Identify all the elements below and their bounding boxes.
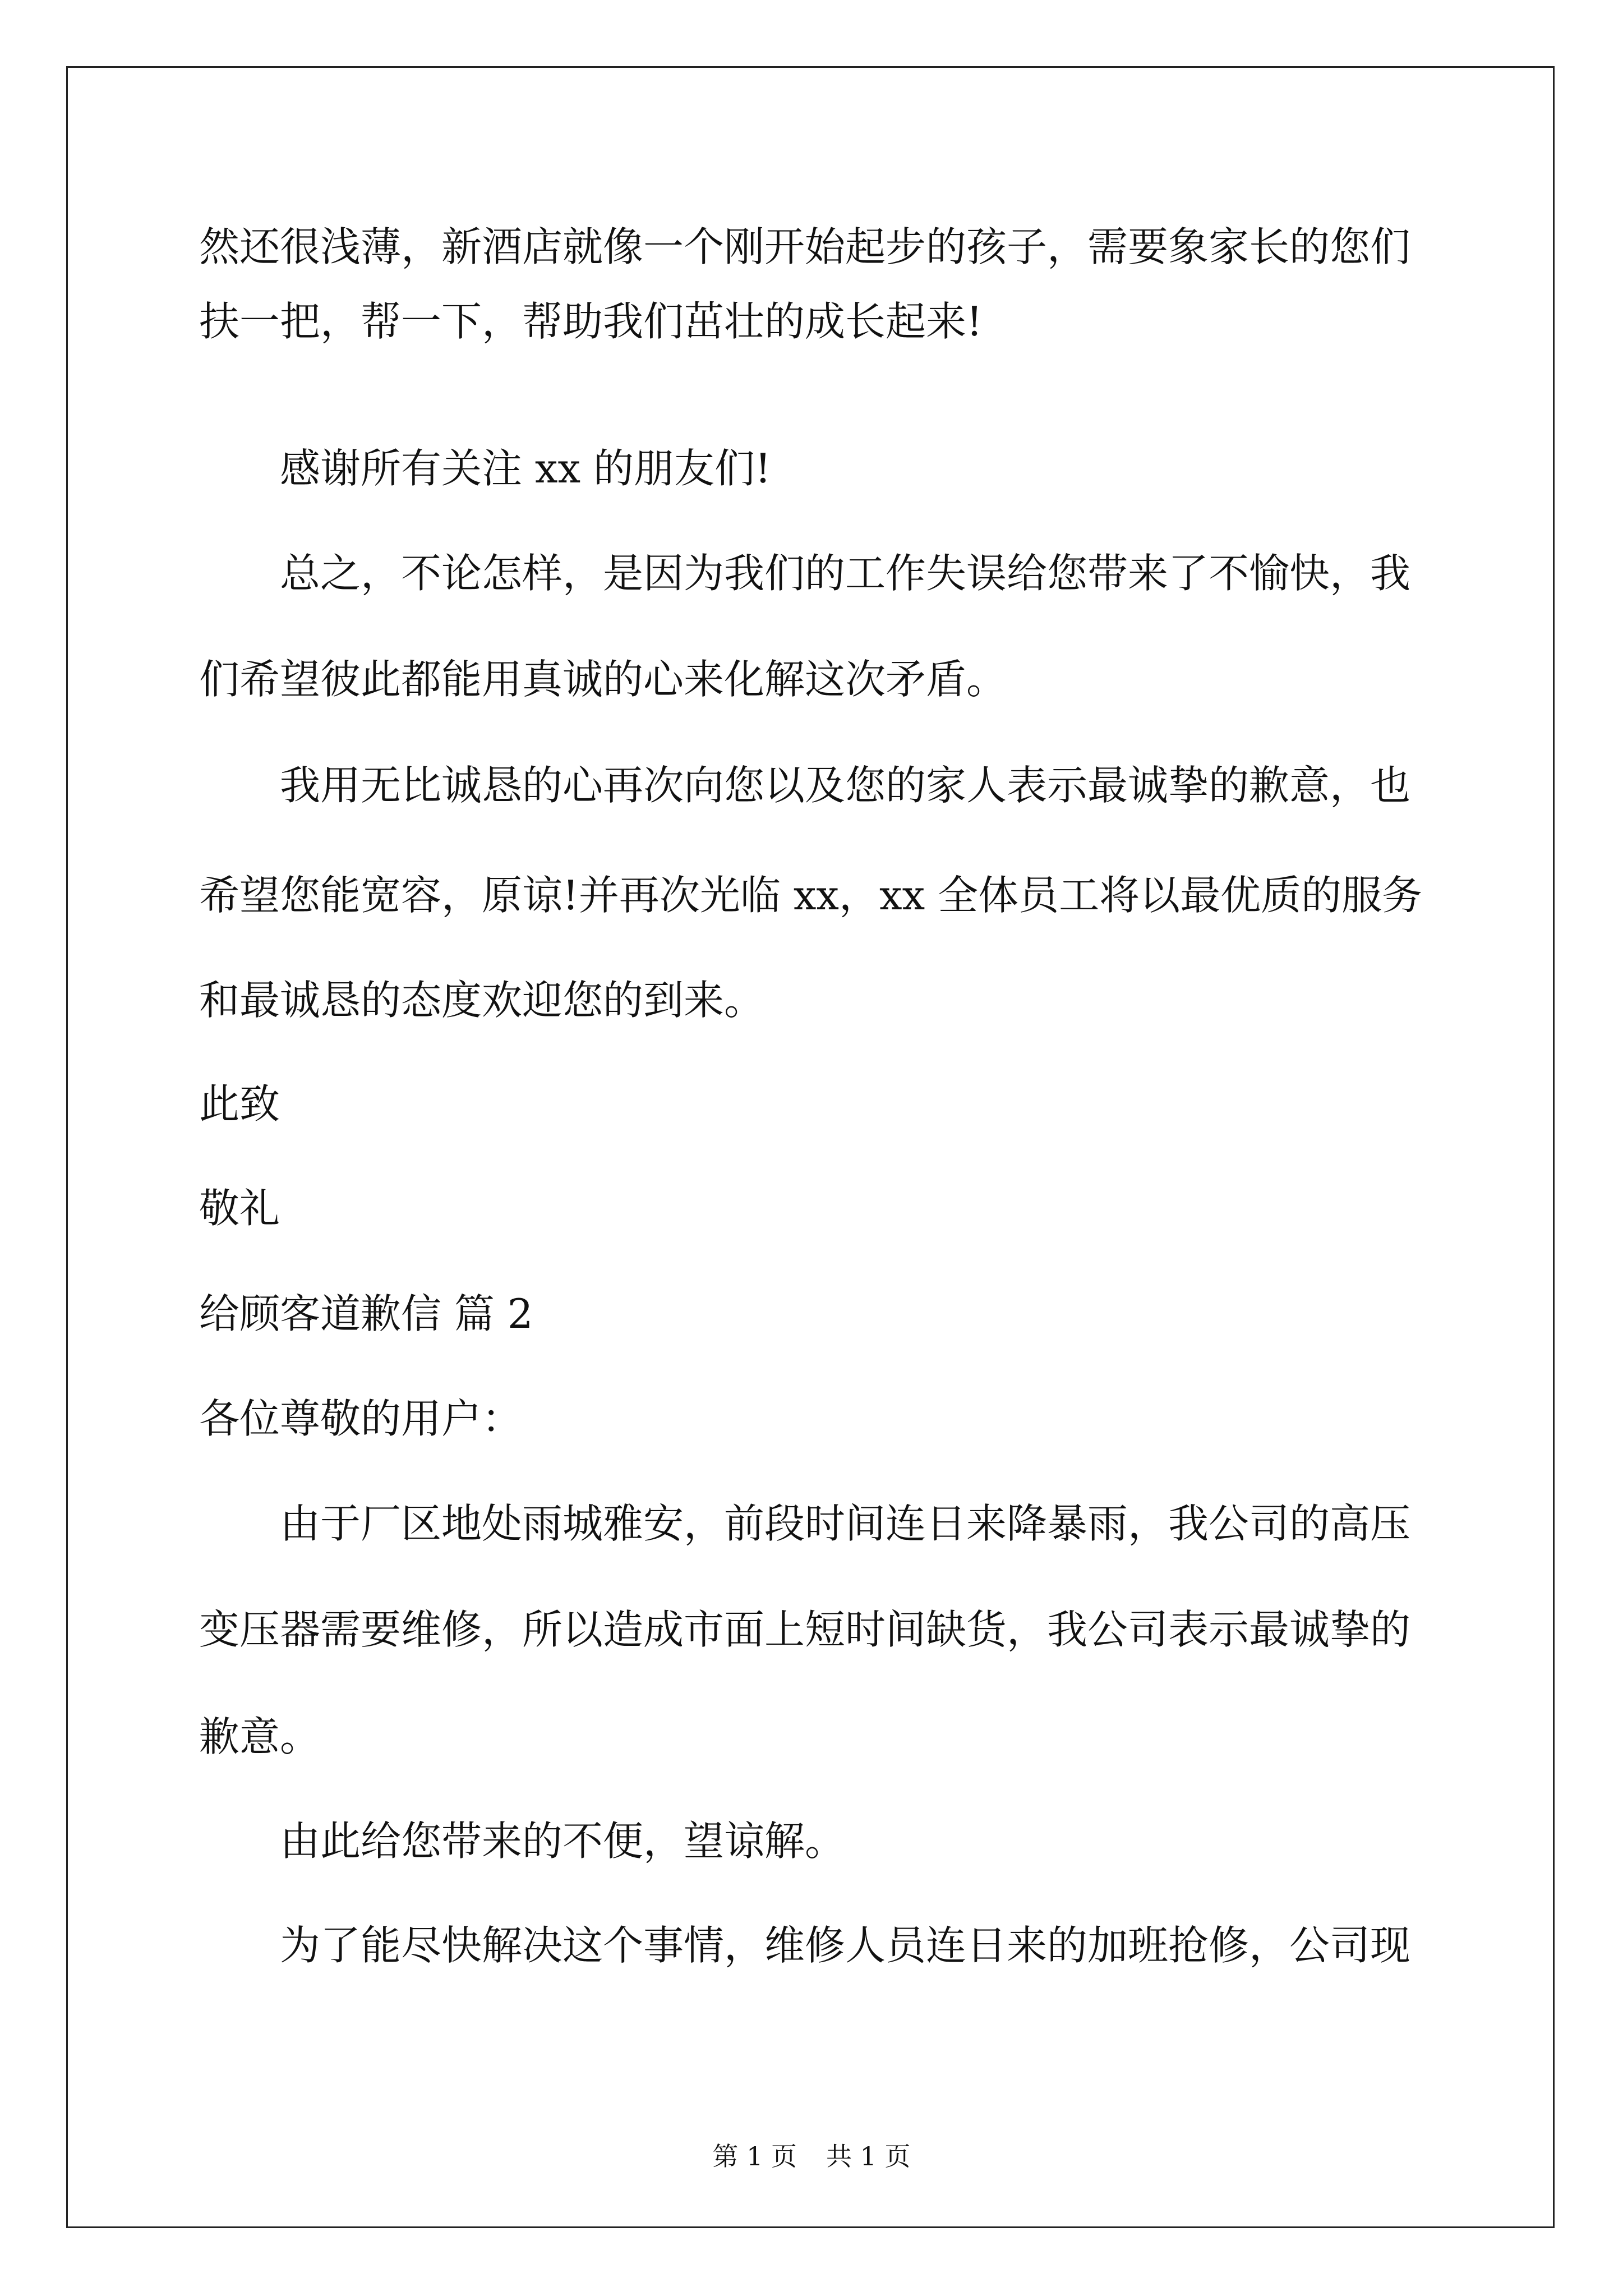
body-line: 希望您能宽容，原谅!并再次光临 xx，xx 全体员工将以最优质的服务 (199, 872, 1423, 919)
body-line: 和最诚恳的态度欢迎您的到来。 (199, 977, 765, 1024)
paragraph-thanks: 感谢所有关注 xx 的朋友们! (280, 445, 771, 492)
body-line: 变压器需要维修，所以造成市面上短时间缺货，我公司表示最诚挚的 (199, 1606, 1411, 1653)
paragraph-line: 由此给您带来的不便，望谅解。 (280, 1818, 846, 1865)
paragraph-line: 我用无比诚恳的心再次向您以及您的家人表示最诚挚的歉意，也 (280, 762, 1411, 809)
page-footer (0, 2141, 1623, 2172)
paragraph-line: 为了能尽快解决这个事情，维修人员连日来的加班抢修，公司现 (280, 1922, 1411, 1969)
letter-greeting: 各位尊敬的用户： (199, 1395, 523, 1442)
body-line: 歉意。 (199, 1713, 321, 1760)
body-line: 们希望彼此都能用真诚的心来化解这次矛盾。 (199, 656, 1007, 703)
paragraph-line: 总之，不论怎样，是因为我们的工作失误给您带来了不愉快，我 (280, 550, 1411, 597)
paragraph-line: 由于厂区地处雨城雅安，前段时间连日来降暴雨，我公司的高压 (280, 1500, 1411, 1547)
closing-regards: 敬礼 (199, 1185, 280, 1232)
page-total: 共 1 页 (826, 2141, 911, 2171)
section-heading: 给顾客道歉信 篇 2 (199, 1290, 533, 1337)
page-number: 第 1 页 (712, 2141, 797, 2171)
closing-salutation: 此致 (199, 1080, 280, 1128)
body-line: 扶一把，帮一下，帮助我们茁壮的成长起来! (199, 298, 983, 345)
body-line: 然还很浅薄，新酒店就像一个刚开始起步的孩子，需要象家长的您们 (199, 223, 1411, 270)
page-border (66, 66, 1555, 2228)
